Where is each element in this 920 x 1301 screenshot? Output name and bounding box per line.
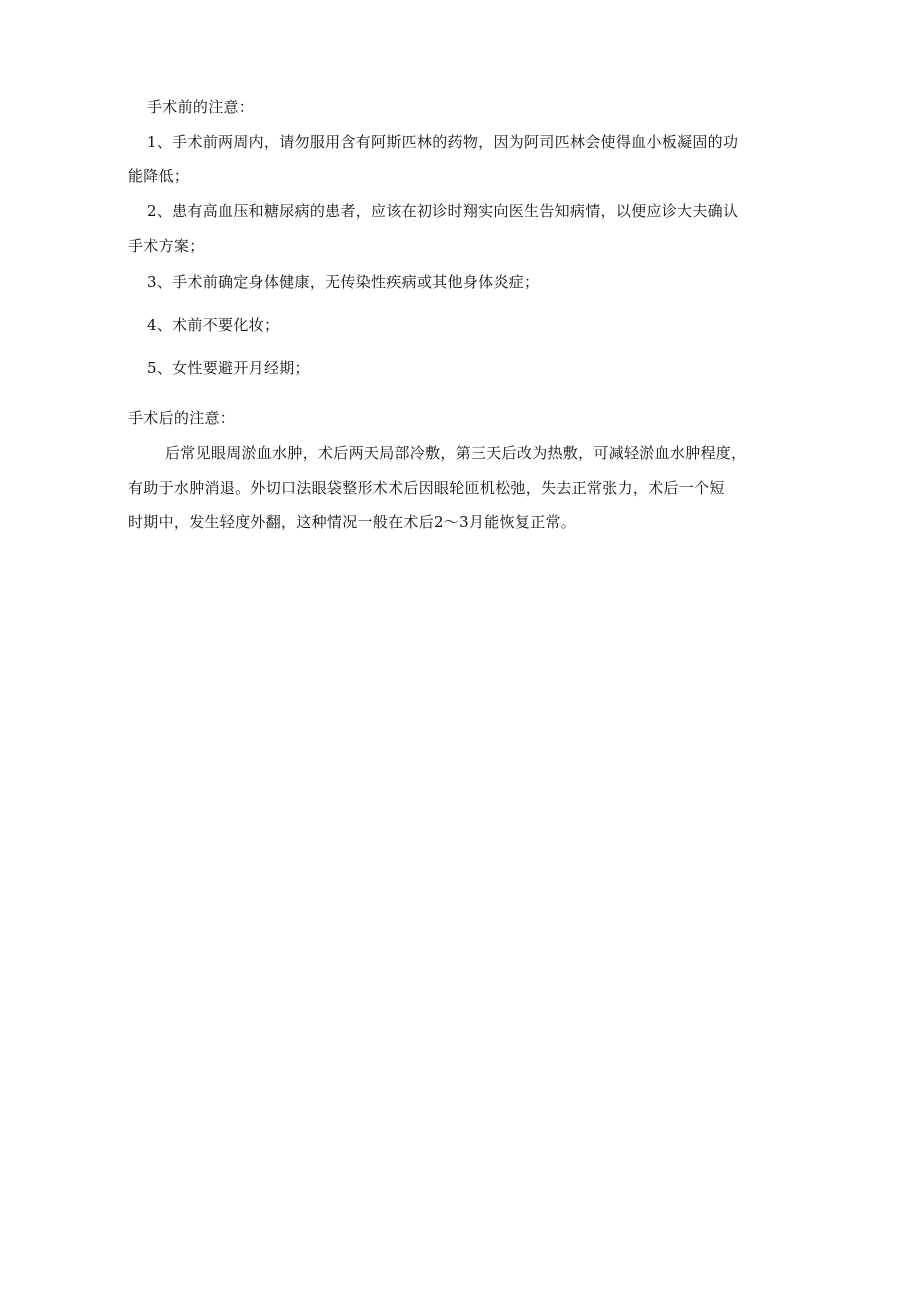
pre-op-item-5: 5、女性要避开月经期； (147, 359, 310, 377)
pre-op-item-2-line-1: 2、患有高血压和糖尿病的患者，应该在初诊时翔实向医生告知病情，以便应诊大夫确认 (147, 202, 739, 220)
pre-op-item-3: 3、手术前确定身体健康，无传染性疾病或其他身体炎症； (147, 273, 540, 291)
pre-op-item-4: 4、术前不要化妆； (147, 316, 280, 334)
pre-op-heading: 手术前的注意： (147, 98, 255, 116)
post-op-heading: 手术后的注意： (128, 409, 236, 427)
pre-op-item-1-line-2: 能降低； (128, 167, 190, 185)
post-op-paragraph-line-2: 有助于水肿消退。外切口法眼袋整形术术后因眼轮匝机松弛，失去正常张力，术后一个短 (128, 479, 725, 497)
post-op-paragraph-line-1: 后常见眼周淤血水肿，术后两天局部冷敷，第三天后改为热敷，可减轻淤血水肿程度， (165, 444, 747, 462)
pre-op-item-2-line-2: 手术方案； (128, 237, 205, 255)
pre-op-item-1-line-1: 1、手术前两周内，请勿服用含有阿斯匹林的药物，因为阿司匹林会使得血小板凝固的功 (147, 133, 739, 151)
post-op-paragraph-line-3: 时期中，发生轻度外翻，这种情况一般在术后2～3月能恢复正常。 (128, 513, 577, 531)
